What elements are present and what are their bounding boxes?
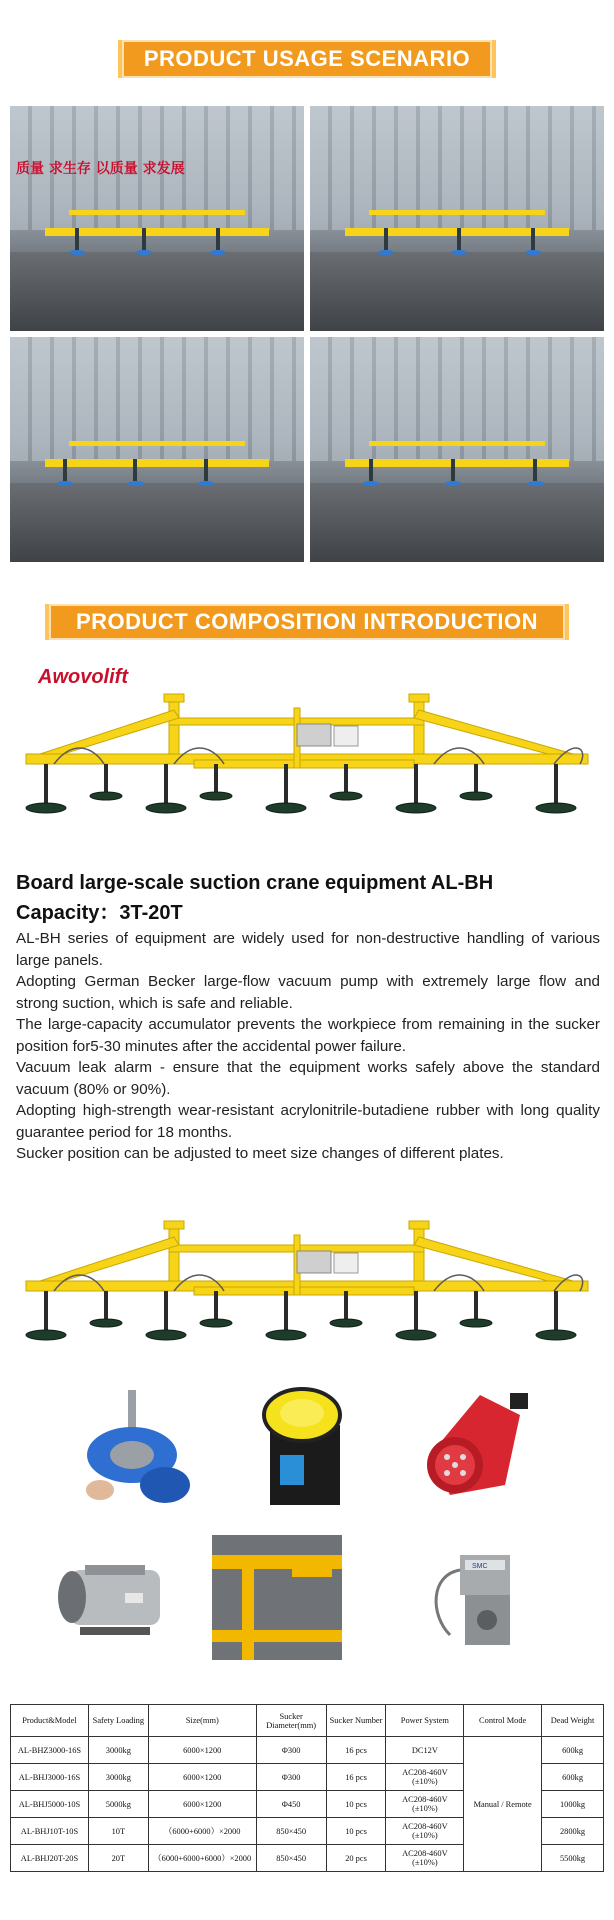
specifications-table xyxy=(10,1704,604,1872)
frame-detail-icon xyxy=(212,1535,342,1660)
cell: 16 pcs xyxy=(326,1764,386,1791)
scenario-photo-2 xyxy=(310,106,604,331)
description-paragraph: Adopting high-strength wear-resistant acrylonitrile-butadiene rubber with long quality guarantee period for 18 months. xyxy=(16,1102,600,1141)
product-capacity: Capacity：3T-20T xyxy=(16,902,183,924)
cell: 2800kg xyxy=(542,1818,604,1845)
product-description xyxy=(16,868,600,1165)
table-header-row xyxy=(11,1705,604,1737)
cell: AL-BHJ3000-16S xyxy=(11,1764,89,1791)
cell: AC208-460V (±10%) xyxy=(386,1791,464,1818)
cell: （6000+6000）×2000 xyxy=(148,1818,256,1845)
col-header: Control Mode xyxy=(464,1705,542,1737)
usage-photo-grid xyxy=(10,106,604,561)
col-header: Dead Weight xyxy=(542,1705,604,1737)
component-parts-grid xyxy=(0,1385,614,1665)
cell: 6000×1200 xyxy=(148,1791,256,1818)
cell: 16 pcs xyxy=(326,1737,386,1764)
cell: AC208-460V (±10%) xyxy=(386,1845,464,1872)
cell: Φ450 xyxy=(256,1791,326,1818)
cell: 600kg xyxy=(542,1737,604,1764)
cell: AL-BHJ5000-10S xyxy=(11,1791,89,1818)
cell: 5500kg xyxy=(542,1845,604,1872)
cell: DC12V xyxy=(386,1737,464,1764)
cell: 10 pcs xyxy=(326,1818,386,1845)
description-paragraph: The large-capacity accumulator prevents the workpiece from remaining in the sucker position for5-30 minutes after the accidental power failure. xyxy=(16,1016,600,1055)
control-mode-cell: Manual / Remote xyxy=(464,1737,542,1872)
solenoid-valve-icon xyxy=(420,1535,548,1660)
cell: （6000+6000+6000）×2000 xyxy=(148,1845,256,1872)
usage-scenario-banner: PRODUCT USAGE SCENARIO xyxy=(118,40,496,78)
wall-slogan: 质量 求生存 以质量 求发展 xyxy=(16,161,185,177)
cell: 20 pcs xyxy=(326,1845,386,1872)
cell: 600kg xyxy=(542,1764,604,1791)
cell: AL-BHJ20T-20S xyxy=(11,1845,89,1872)
cell: 10 pcs xyxy=(326,1791,386,1818)
cell: AC208-460V (±10%) xyxy=(386,1764,464,1791)
vacuum-sucker-pad-icon xyxy=(70,1385,198,1510)
cell: Φ300 xyxy=(256,1764,326,1791)
cell: 20T xyxy=(88,1845,148,1872)
product-title: Board large-scale suction crane equipment AL-BH xyxy=(16,872,494,894)
col-header: Power System xyxy=(386,1705,464,1737)
suction-crane-illustration-2 xyxy=(14,1215,600,1365)
industrial-plug-icon xyxy=(410,1385,538,1510)
valve-brand-label: SMC xyxy=(472,1563,488,1570)
table-row xyxy=(11,1737,604,1764)
col-header: Sucker Diameter(mm) xyxy=(256,1705,326,1737)
cell: 3000kg xyxy=(88,1737,148,1764)
scenario-photo-1 xyxy=(10,106,304,331)
col-header: Sucker Number xyxy=(326,1705,386,1737)
scenario-photo-3 xyxy=(10,337,304,562)
col-header: Product&Model xyxy=(11,1705,89,1737)
cell: 10T xyxy=(88,1818,148,1845)
cell: 1000kg xyxy=(542,1791,604,1818)
cell: Φ300 xyxy=(256,1737,326,1764)
cell: 3000kg xyxy=(88,1764,148,1791)
cell: AL-BHZ3000-16S xyxy=(11,1737,89,1764)
description-paragraph: Sucker position can be adjusted to meet size changes of different plates. xyxy=(16,1145,504,1162)
cell: 5000kg xyxy=(88,1791,148,1818)
brand-logo: Awovolift xyxy=(38,666,128,688)
cell: 850×450 xyxy=(256,1845,326,1872)
cell: 850×450 xyxy=(256,1818,326,1845)
cell: 6000×1200 xyxy=(148,1764,256,1791)
vacuum-pump-icon xyxy=(50,1535,178,1660)
suction-crane-illustration xyxy=(14,688,600,838)
description-paragraph: Adopting German Becker large-flow vacuum pump with extremely large flow and strong suction, which is safe and reliable. xyxy=(16,973,600,1012)
description-paragraph: Vacuum leak alarm - ensure that the equipment works safely above the standard vacuum (80% or 90%). xyxy=(16,1059,600,1098)
cell: AL-BHJ10T-10S xyxy=(11,1818,89,1845)
cell: AC208-460V (±10%) xyxy=(386,1818,464,1845)
cell: 6000×1200 xyxy=(148,1737,256,1764)
col-header: Safety Loading xyxy=(88,1705,148,1737)
col-header: Size(mm) xyxy=(148,1705,256,1737)
composition-banner: PRODUCT COMPOSITION INTRODUCTION xyxy=(45,604,569,640)
emergency-button-icon xyxy=(240,1385,368,1510)
scenario-photo-4 xyxy=(310,337,604,562)
description-paragraph: AL-BH series of equipment are widely used for non-destructive handling of various large panels. xyxy=(16,930,600,969)
